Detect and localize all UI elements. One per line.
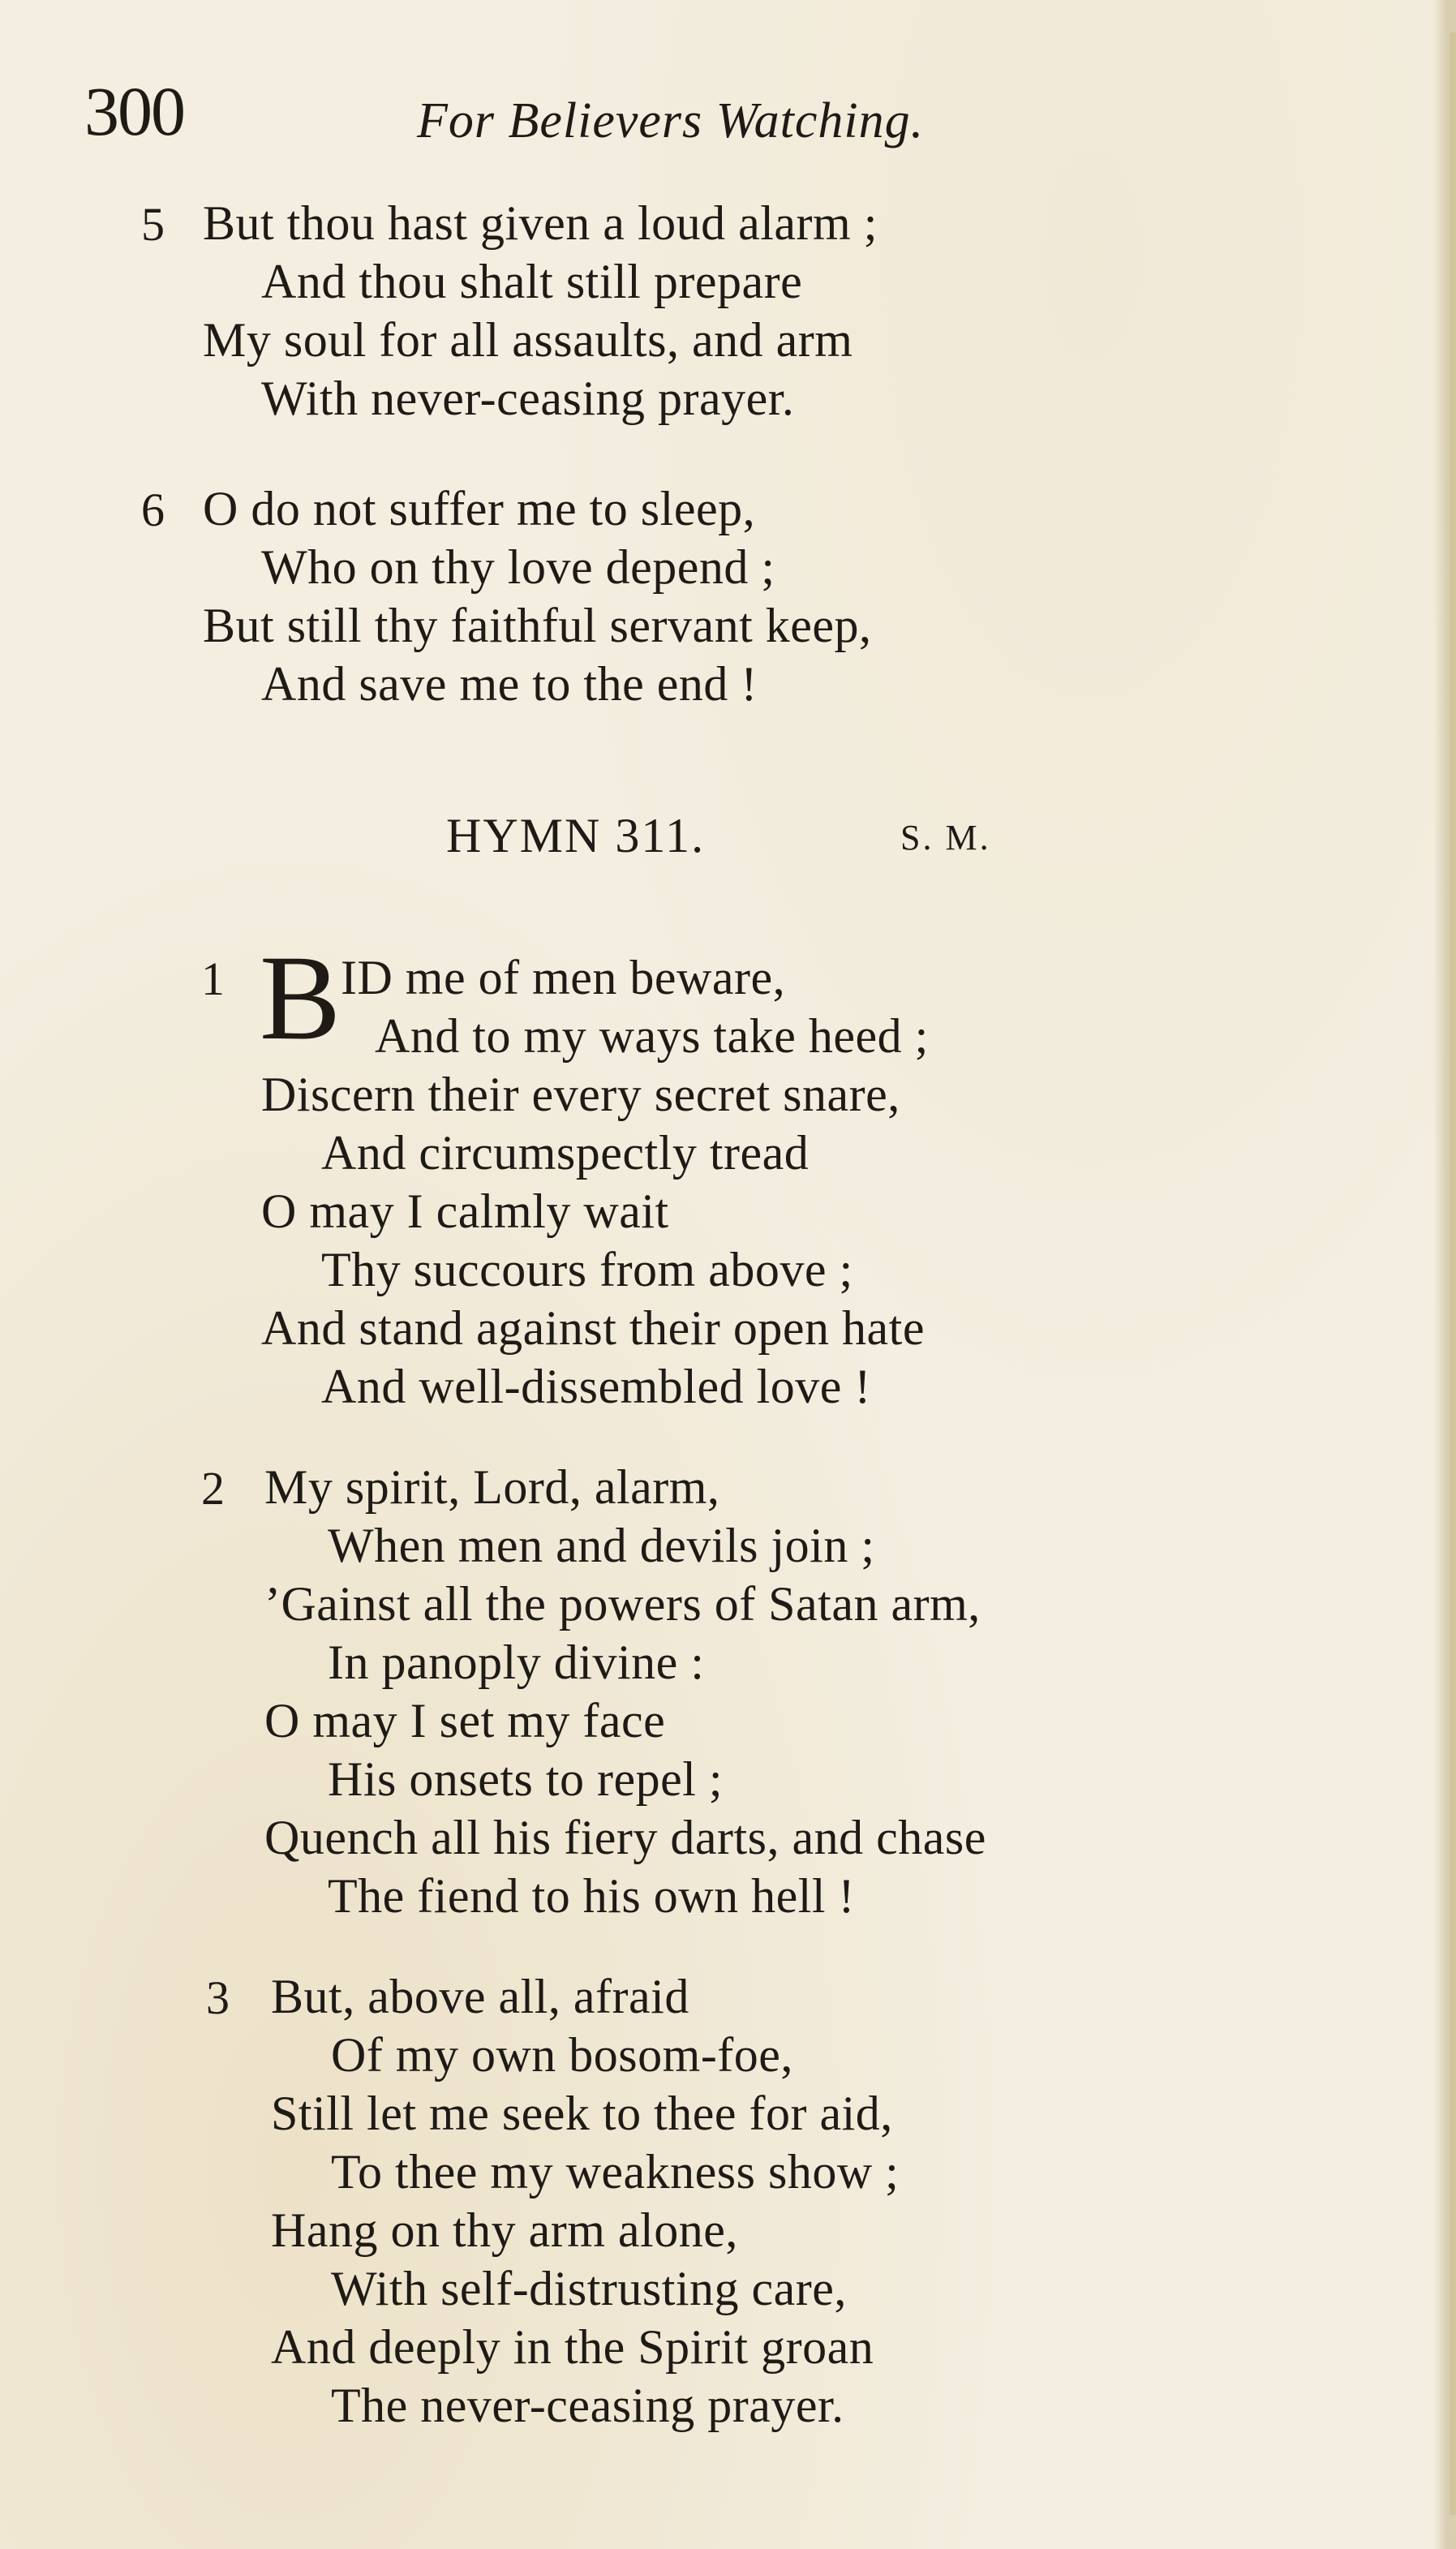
drop-cap: B bbox=[260, 931, 341, 1065]
verse-line: My soul for all assaults, and arm bbox=[203, 313, 853, 367]
verse-line: And to my ways take heed ; bbox=[375, 1009, 929, 1063]
verse-line: Who on thy love depend ; bbox=[261, 540, 775, 594]
verse-number: 1 bbox=[201, 952, 225, 1005]
running-title: For Believers Watching. bbox=[417, 93, 925, 148]
verse-line: O may I calmly wait bbox=[261, 1184, 669, 1238]
verse-line: With never-ceasing prayer. bbox=[261, 372, 795, 425]
verse-line: With self-distrusting care, bbox=[331, 2262, 847, 2315]
verse-line: And thou shalt still prepare bbox=[261, 255, 803, 308]
verse-line: Thy succours from above ; bbox=[321, 1243, 853, 1296]
verse-line: And circumspectly tread bbox=[321, 1126, 810, 1180]
verse-line: Quench all his fiery darts, and chase bbox=[264, 1811, 986, 1864]
verse-line: Discern their every secret snare, bbox=[261, 1068, 900, 1121]
verse-line: In panoply divine : bbox=[328, 1636, 705, 1689]
page-number: 300 bbox=[84, 72, 184, 150]
verse-line: And save me to the end ! bbox=[261, 657, 758, 711]
verse-line: Hang on thy arm alone, bbox=[271, 2203, 738, 2257]
verse-line: But thou hast given a loud alarm ; bbox=[203, 196, 878, 250]
verse-line: And deeply in the Spirit groan bbox=[271, 2320, 874, 2374]
verse-line: Still let me seek to thee for aid, bbox=[271, 2087, 893, 2140]
hymn-meter: S. M. bbox=[900, 818, 991, 858]
verse-line: Of my own bosom-foe, bbox=[331, 2028, 793, 2082]
verse-line: And stand against their open hate bbox=[261, 1301, 925, 1355]
verse-line: My spirit, Lord, alarm, bbox=[264, 1460, 720, 1514]
verse-number: 3 bbox=[206, 1971, 230, 2024]
page-header bbox=[84, 72, 1058, 156]
verse-line: The never-ceasing prayer. bbox=[331, 2379, 844, 2432]
verse-line: But still thy faithful servant keep, bbox=[203, 599, 872, 652]
verse-number: 6 bbox=[141, 484, 165, 536]
verse-line: O may I set my face bbox=[264, 1694, 666, 1747]
verse-line: O do not suffer me to sleep, bbox=[203, 482, 756, 535]
verse-line: But, above all, afraid bbox=[271, 1970, 689, 2023]
page-edge-strip bbox=[1450, 32, 1456, 2515]
verse-line: To thee my weakness show ; bbox=[331, 2145, 900, 2199]
verse-line: His onsets to repel ; bbox=[328, 1752, 724, 1806]
verse-line: The fiend to his own hell ! bbox=[328, 1869, 856, 1923]
verse-line: And well-dissembled love ! bbox=[321, 1360, 871, 1413]
verse-number: 2 bbox=[201, 1462, 225, 1515]
verse-number: 5 bbox=[141, 198, 165, 251]
verse-line: ’Gainst all the powers of Satan arm, bbox=[264, 1577, 981, 1631]
verse-line: ID me of men beware, bbox=[341, 951, 786, 1004]
hymn-title: HYMN 311. bbox=[446, 809, 706, 862]
verse-line: When men and devils join ; bbox=[328, 1519, 875, 1572]
